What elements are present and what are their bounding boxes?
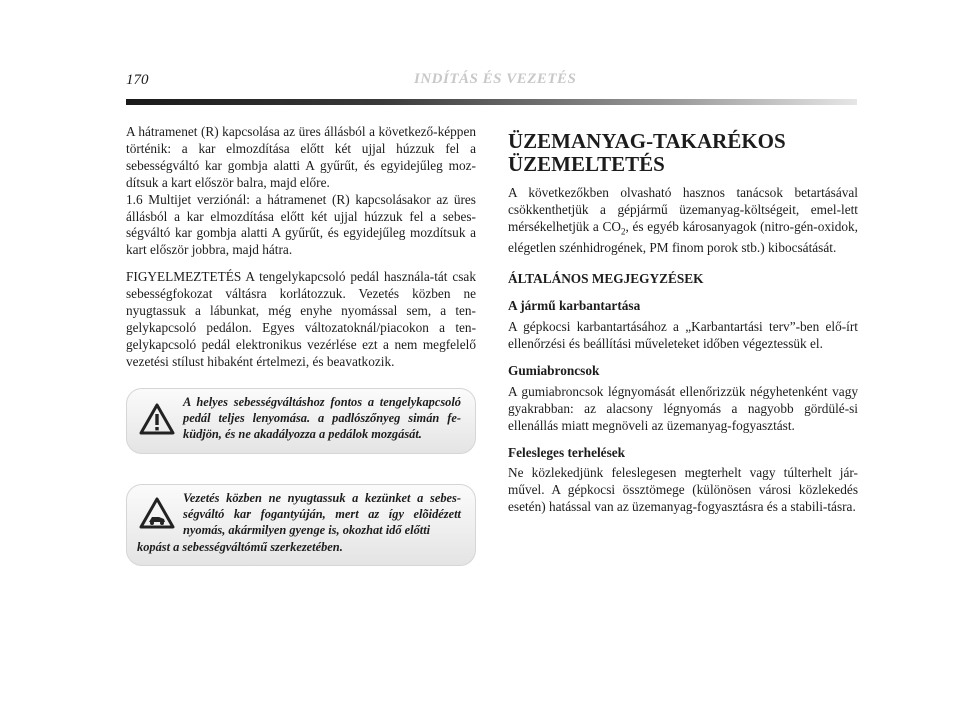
warning-triangle-icon: [139, 497, 175, 529]
intro-text-b: , és egyéb károsanyagok (nitro-gén-oxidok, elégetlen szénhidrogének, PM finom porok stb.) kibocsátását.: [508, 218, 858, 256]
co2-subscript: 2: [620, 226, 626, 237]
page-number: 170: [126, 72, 149, 88]
paragraph-reverse-gear: A hátramenet (R) kapcsolása az üres állásból a következő-képpen történik: a kar elmozdítása előtt két ujjal húzzuk fel a sebességváltó kar gombja alatti A gyűrűt, és egyidejűleg moz-dítsuk a kart először balra, majd előre.: [126, 124, 476, 190]
running-header: INDÍTÁS ÉS VEZETÉS: [414, 71, 577, 87]
paragraph-multijet: 1.6 Multijet verziónál: a hátramenet (R) kapcsolásakor az üres állásból a kar elmozdítása előtt két ujjal húzzuk fel a sebes-ségváltó kar gombja alatti A gyűrűt, és egyidejűleg mozdítsuk a kart először jobbra, majd hátra.: [126, 191, 476, 258]
warning-text-gearstick: Vezetés közben ne nyugtassuk a kezünket a sebes-ségváltó kar fogantyúján, mert az így elõidézett nyomás, akármilyen gyenge is, okozhat idő előtti: [183, 491, 461, 538]
paragraph-maintenance: A gépkocsi karbantartásához a „Karbantartási terv”-ben elő-írt ellenőrzési és beállítási műveleteket időben végeztessük el.: [508, 319, 858, 351]
section-title: ÜZEMANYAG-TAKARÉKOS ÜZEMELTETÉS: [508, 129, 786, 176]
intro-paragraph: [508, 185, 858, 257]
paragraph-loads: Ne közlekedjünk feleslegesen megterhelt vagy túlterhelt jár-művel. A gépkocsi össztömege (különösen városi közlekedés esetén) hatással van az üzemanyag-fogyasztásra és a stabili-tásra.: [508, 465, 858, 515]
header-rule: [126, 99, 857, 105]
subheading-tyres: Gumiabroncsok: [508, 362, 600, 378]
warning-box-clutch: [126, 388, 476, 454]
paragraph-tyres: A gumiabroncsok légnyomását ellenőrizzük négyhetenként vagy gyakrabban: az alacsony légnyomás a nagyobb gördülé-si ellenállás miatt megnöveli az üzemanyag-fogyasztást.: [508, 383, 858, 433]
subheading-loads: Felesleges terhelések: [508, 444, 626, 460]
general-notes-heading: ÁLTALÁNOS MEGJEGYZÉSEK: [508, 271, 704, 287]
subheading-maintenance: A jármű karbantartása: [508, 298, 641, 314]
warning-text-clutch: A helyes sebességváltáshoz fontos a tengelykapcsoló pedál teljes lenyomása. a padlószőnyeg simán fe-küdjön, és ne akadályozza a pedálok mozgását.: [183, 395, 461, 442]
right-column: [508, 124, 858, 516]
intro-text-a: A következőkben olvasható hasznos tanácsok betartásával csökkenthetjük a gépjármű üzemanyag-költségeit, emel-lett mérsékelhetjük a CO: [508, 185, 858, 234]
warning-triangle-icon: [139, 403, 175, 435]
warning-text-gearstick-tail: kopást a sebességváltómű szerkezetében.: [137, 539, 343, 554]
warning-box-gearstick: [126, 484, 476, 566]
left-column: [126, 124, 476, 371]
paragraph-clutch-warning: FIGYELMEZTETÉS A tengelykapcsoló pedál használa-tát csak sebességfokozat váltásra korlátozzuk. Vezetés közben ne nyugtassuk a lábunkat, még enyhe nyomással sem, a ten-gelykapcsoló pedálon. Egyes változatoknál/piacokon a ten-gelykapcsoló pedál elektronikus vezérlése ezt a nem megfelelő vezetési stílust hibaként értelmezi, és beavatkozik.: [126, 269, 476, 369]
